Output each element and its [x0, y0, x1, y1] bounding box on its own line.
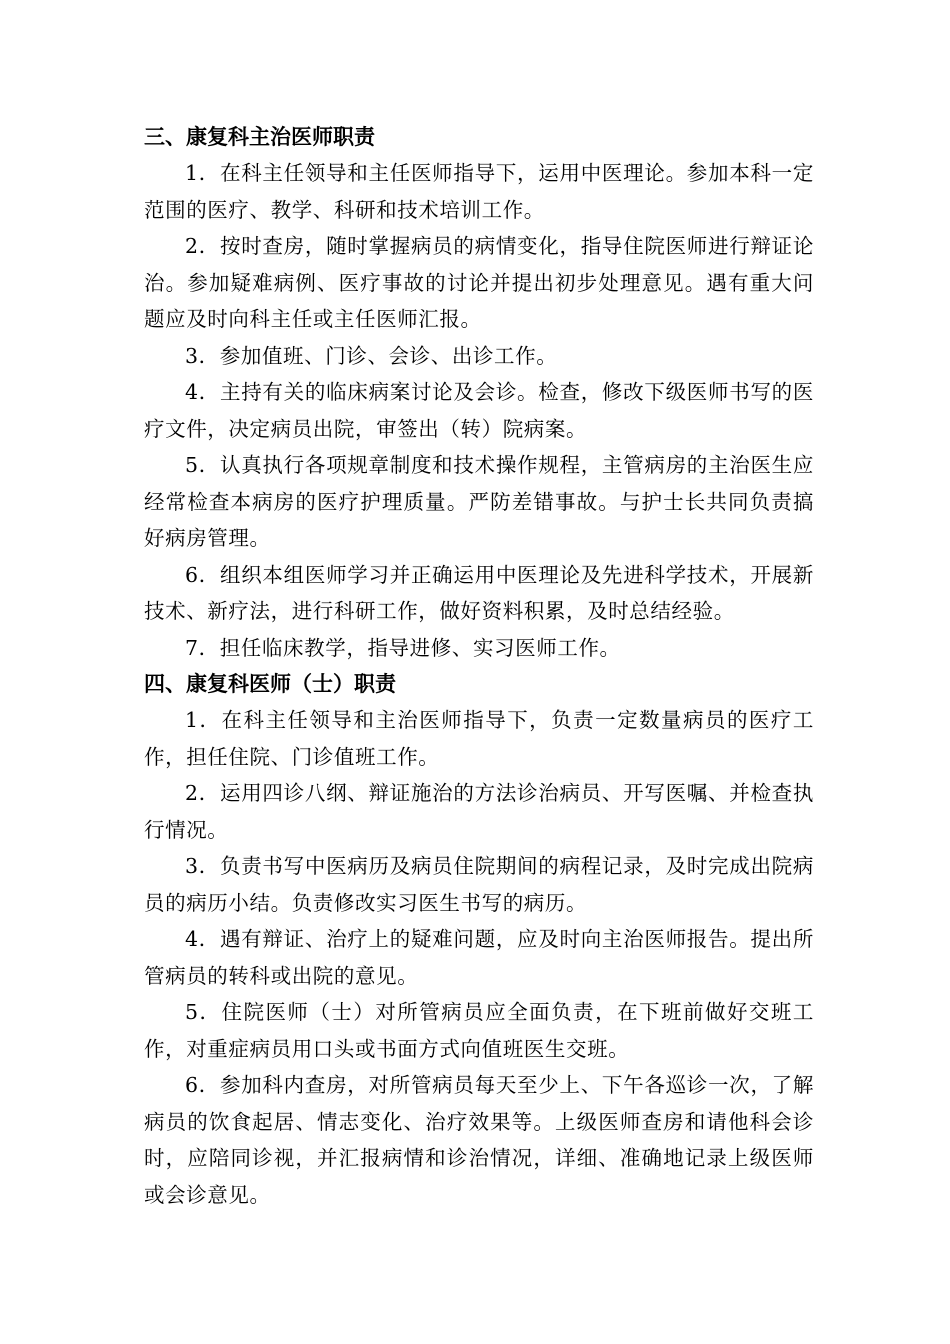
- duty-item-6: 6．参加科内查房，对所管病员每天至少上、下午各巡诊一次，了解病员的饮食起居、情志变化、治疗效果等。上级医师查房和请他科会诊时，应陪同诊视，并汇报病情和诊治情况，详细、准确地记录上级医师或会诊意见。: [144, 1073, 814, 1207]
- section-heading-attending-physician-duties: 三、康复科主治医师职责: [144, 125, 375, 149]
- duty-item-5: 5．认真执行各项规章制度和技术操作规程，主管病房的主治医生应经常检查本病房的医疗护理质量。严防差错事故。与护士长共同负责搞好病房管理。: [144, 453, 814, 550]
- duty-item-7: 7．担任临床教学，指导进修、实习医师工作。: [185, 635, 621, 660]
- duty-item-2: 2．运用四诊八纲、辩证施治的方法诊治病员、开写医嘱、并检查执行情况。: [144, 781, 814, 842]
- duty-item-2: 2．按时查房，随时掌握病员的病情变化，指导住院医师进行辩证论治。参加疑难病例、医疗事故的讨论并提出初步处理意见。遇有重大问题应及时向科主任或主任医师汇报。: [144, 234, 814, 331]
- duty-item-1: 1．在科主任领导和主治医师指导下，负责一定数量病员的医疗工作，担任住院、门诊值班工作。: [144, 708, 814, 769]
- duty-item-4: 4．遇有辩证、治疗上的疑难问题，应及时向主治医师报告。提出所管病员的转科或出院的意见。: [144, 927, 814, 988]
- duty-item-1: 1．在科主任领导和主任医师指导下，运用中医理论。参加本科一定范围的医疗、教学、科研和技术培训工作。: [144, 161, 814, 222]
- document-page: [144, 119, 814, 1213]
- duty-item-5: 5．住院医师（士）对所管病员应全面负责，在下班前做好交班工作，对重症病员用口头或书面方式向值班医生交班。: [144, 1000, 814, 1061]
- duty-item-6: 6．组织本组医师学习并正确运用中医理论及先进科学技术，开展新技术、新疗法，进行科研工作，做好资料积累，及时总结经验。: [144, 562, 814, 623]
- section-heading-resident-physician-duties: 四、康复科医师（士）职责: [144, 672, 396, 696]
- duty-item-3: 3．负责书写中医病历及病员住院期间的病程记录，及时完成出院病员的病历小结。负责修改实习医生书写的病历。: [144, 854, 814, 915]
- duty-item-3: 3．参加值班、门诊、会诊、出诊工作。: [185, 343, 558, 368]
- duty-item-4: 4．主持有关的临床病案讨论及会诊。检查，修改下级医师书写的医疗文件，决定病员出院，审签出（转）院病案。: [144, 380, 814, 441]
